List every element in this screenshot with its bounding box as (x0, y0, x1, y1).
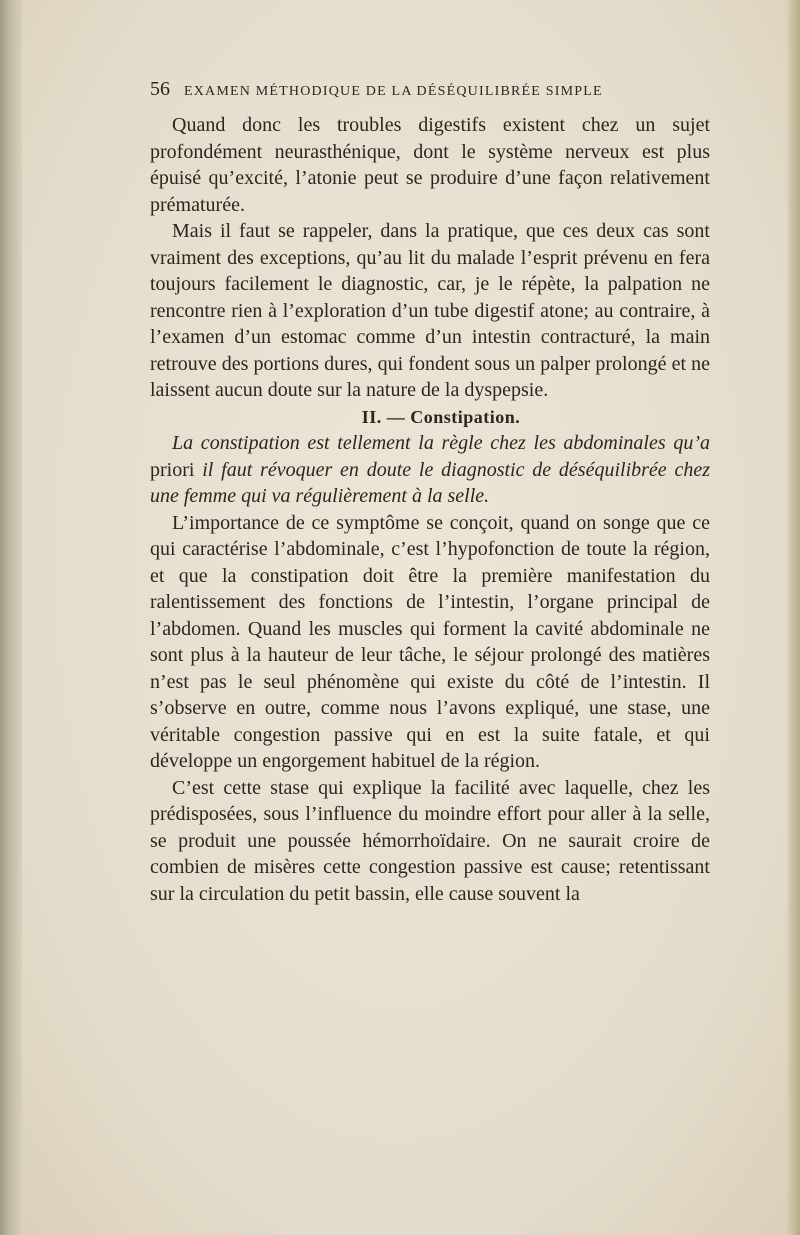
running-title: EXAMEN MÉTHODIQUE DE LA DÉSÉQUILIBRÉE SIMPLE (184, 84, 603, 99)
section-heading: II. — Constipation. (361, 406, 521, 427)
page-number: 56 (150, 78, 170, 100)
page-outer-edge (786, 0, 800, 1235)
page-binding-edge (0, 0, 22, 1235)
lead-text-a: La constipation est tellement la règle chez les abdominales qu’a (172, 432, 710, 454)
body-text (150, 112, 710, 907)
lead-text-priori: priori (150, 458, 195, 481)
lead-text-c: il faut révoquer en doute le diagnostic de déséquilibrée chez une femme qui va régulièrement à la selle. (150, 458, 711, 507)
paragraph: C’est cette stase qui explique la facilité avec laquelle, chez les prédisposées, sous l’influence du moindre effort pour aller à la selle, se produit une poussée hémorrhoïdaire. On ne saurait croire de combien de misères cette congestion passive est cause; retentissant sur la circulation du petit bassin, elle cause souvent la (150, 776, 710, 905)
paragraph: Quand donc les troubles digestifs existent chez un sujet profondément neurasthénique, dont le système nerveux est plus épuisé qu’excité, l’atonie peut se produire d’une façon relativement prématurée. (150, 114, 710, 216)
paragraph: Mais il faut se rappeler, dans la pratique, que ces deux cas sont vraiment des exceptions, qu’au lit du malade l’esprit prévenu en fera toujours facilement le diagnostic, car, je le répète, la palpation ne rencontre rien à l’exploration d’un tube digestif atone; au contraire, à l’examen d’un estomac comme d’un intestin contracturé, la main retrouve des portions dures, qui fondent sous un palper prolongé et ne laissent aucun doute sur la nature de la dyspepsie. (150, 220, 710, 401)
running-header (150, 78, 710, 104)
lead-paragraph (150, 430, 710, 510)
paragraph: L’importance de ce symptôme se conçoit, quand on songe que ce qui caractérise l’abdominale, c’est l’hypofonction de toute la région, et que la constipation doit être la première manifestation du ralentissement des fonctions de l’intestin, l’organe principal de l’abdomen. Quand les muscles qui forment la cavité abdominale ne sont plus à la hauteur de leur tâche, le séjour prolongé des matières n’est pas le seul phénomène qui existe du côté de l’intestin. Il s’observe en outre, comme nous l’avons expliqué, une stase, une véritable congestion passive qui en est la suite fatale, et qui développe un engorgement habituel de la région. (150, 511, 710, 772)
